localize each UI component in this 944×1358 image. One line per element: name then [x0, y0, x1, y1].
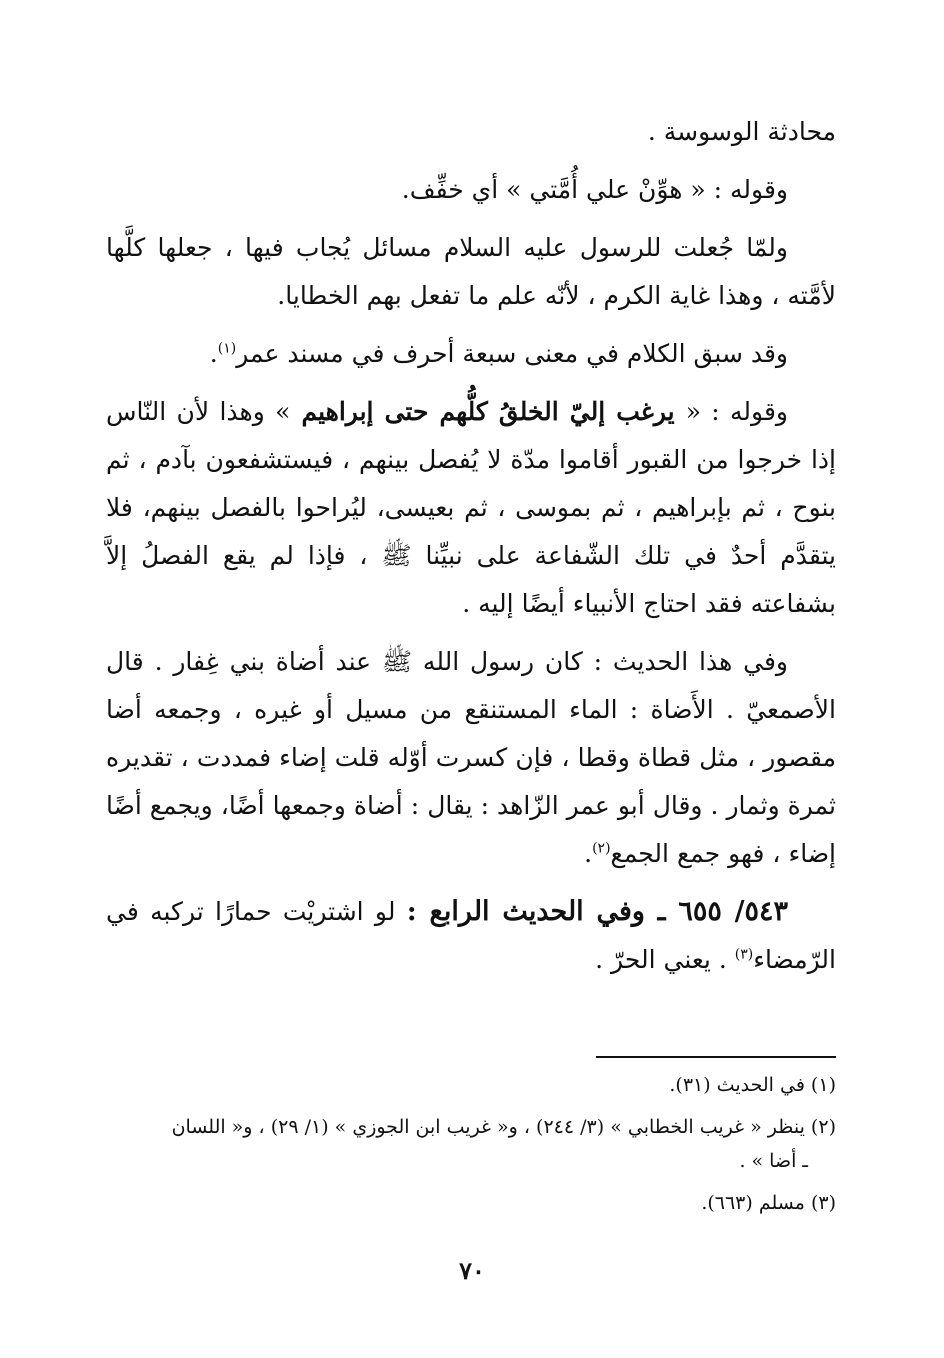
paragraph-6-text: وفي هذا الحديث : كان رسول الله ﷺ عند أضاة بني غِفار . قال الأصمعيّ . الأَضاة : الماء المستنقع من مسيل أو غيره ، وجمعه أضا مقصور ، مثل قطاة وقطا ، فإن كسرت أوّله قلت إضاء فمددت ، تقديره ثمرة وثمار . وقال أبو عمر الزّاهد : يقال : أضاة وجمعها أضًا، ويجمع أضًا إضاء ، فهو جمع الجمع — [106, 647, 836, 868]
paragraph-2-text: وقوله : « هوِّنْ علي أُمَّتي » أي خفِّف. — [401, 175, 788, 204]
paragraph-1 — [106, 108, 836, 156]
footnote-ref-2: (٢) — [592, 840, 611, 857]
footnote-2 — [106, 1110, 836, 1178]
paragraph-5-before: وقوله : « — [685, 397, 788, 426]
paragraph-7-text: لو اشتريْت حمارًا تركبه في الرّمضاء — [106, 897, 836, 974]
paragraph-6-end: . — [584, 839, 593, 868]
footnote-ref-3: (٣) — [734, 946, 754, 963]
page-number: ٧٠ — [459, 1256, 485, 1285]
paragraph-4-text: وقد سبق الكلام في معنى سبعة أحرف في مسند عمر — [236, 339, 788, 368]
paragraph-5-after: » وهذا لأن النّاس إذا خرجوا من القبور أقاموا مدّة لا يُفصل بينهم ، فيستشفعون بآدم ، ثم بنوح ، ثم بإبراهيم ، ثم بموسى ، ثم بعيسى، ليُراحوا بالفصل بينهم، فلا يتقدَّم أحدٌ في تلك الشّفاعة على نبيِّنا ﷺ ، فإذا لم يقع الفصلُ إلاَّ بشفاعته فقد احتاج الأنبياء أيضًا إليه . — [106, 397, 836, 618]
paragraph-5 — [106, 388, 836, 628]
paragraph-4-end: . — [209, 339, 218, 368]
paragraph-7-end: . يعني الحرّ . — [595, 945, 735, 974]
footnote-2-text: (٢) ينظر « غريب الخطابي » (٣/ ٢٤٤) ، و« غريب ابن الجوزي » (١/ ٢٩) ، و« اللسان — [171, 1116, 836, 1138]
paragraph-2 — [106, 166, 836, 214]
footnote-3-text: (٣) مسلم (٦٦٣). — [701, 1192, 836, 1214]
hadith-quote: يرغب إليّ الخلقُ كلُّهم حتى إبراهيم — [290, 397, 686, 426]
footnote-ref-1: (١) — [217, 340, 237, 357]
footnote-1-text: (١) في الحديث (٣١). — [669, 1074, 836, 1096]
footnote-3 — [106, 1186, 836, 1220]
paragraph-7 — [106, 888, 836, 984]
paragraph-3 — [106, 224, 836, 320]
footnotes — [106, 1068, 836, 1228]
footnote-2-continuation: ـ أضا » . — [739, 1150, 808, 1172]
hadith-heading: ٥٤٣/ ٦٥٥ ـ وفي الحديث الرابع : — [406, 896, 789, 927]
footnote-divider — [596, 1056, 836, 1058]
paragraph-6 — [106, 638, 836, 878]
paragraph-1-text: محادثة الوسوسة . — [647, 117, 836, 146]
paragraph-3-text: ولمّا جُعلت للرسول عليه السلام مسائل يُجاب فيها ، جعلها كلَّها لأمَّته ، وهذا غاية الكرم ، لأنّه علم ما تفعل بهم الخطايا. — [106, 233, 836, 310]
main-text — [106, 108, 836, 984]
paragraph-4 — [106, 330, 836, 378]
footnote-1 — [106, 1068, 836, 1102]
